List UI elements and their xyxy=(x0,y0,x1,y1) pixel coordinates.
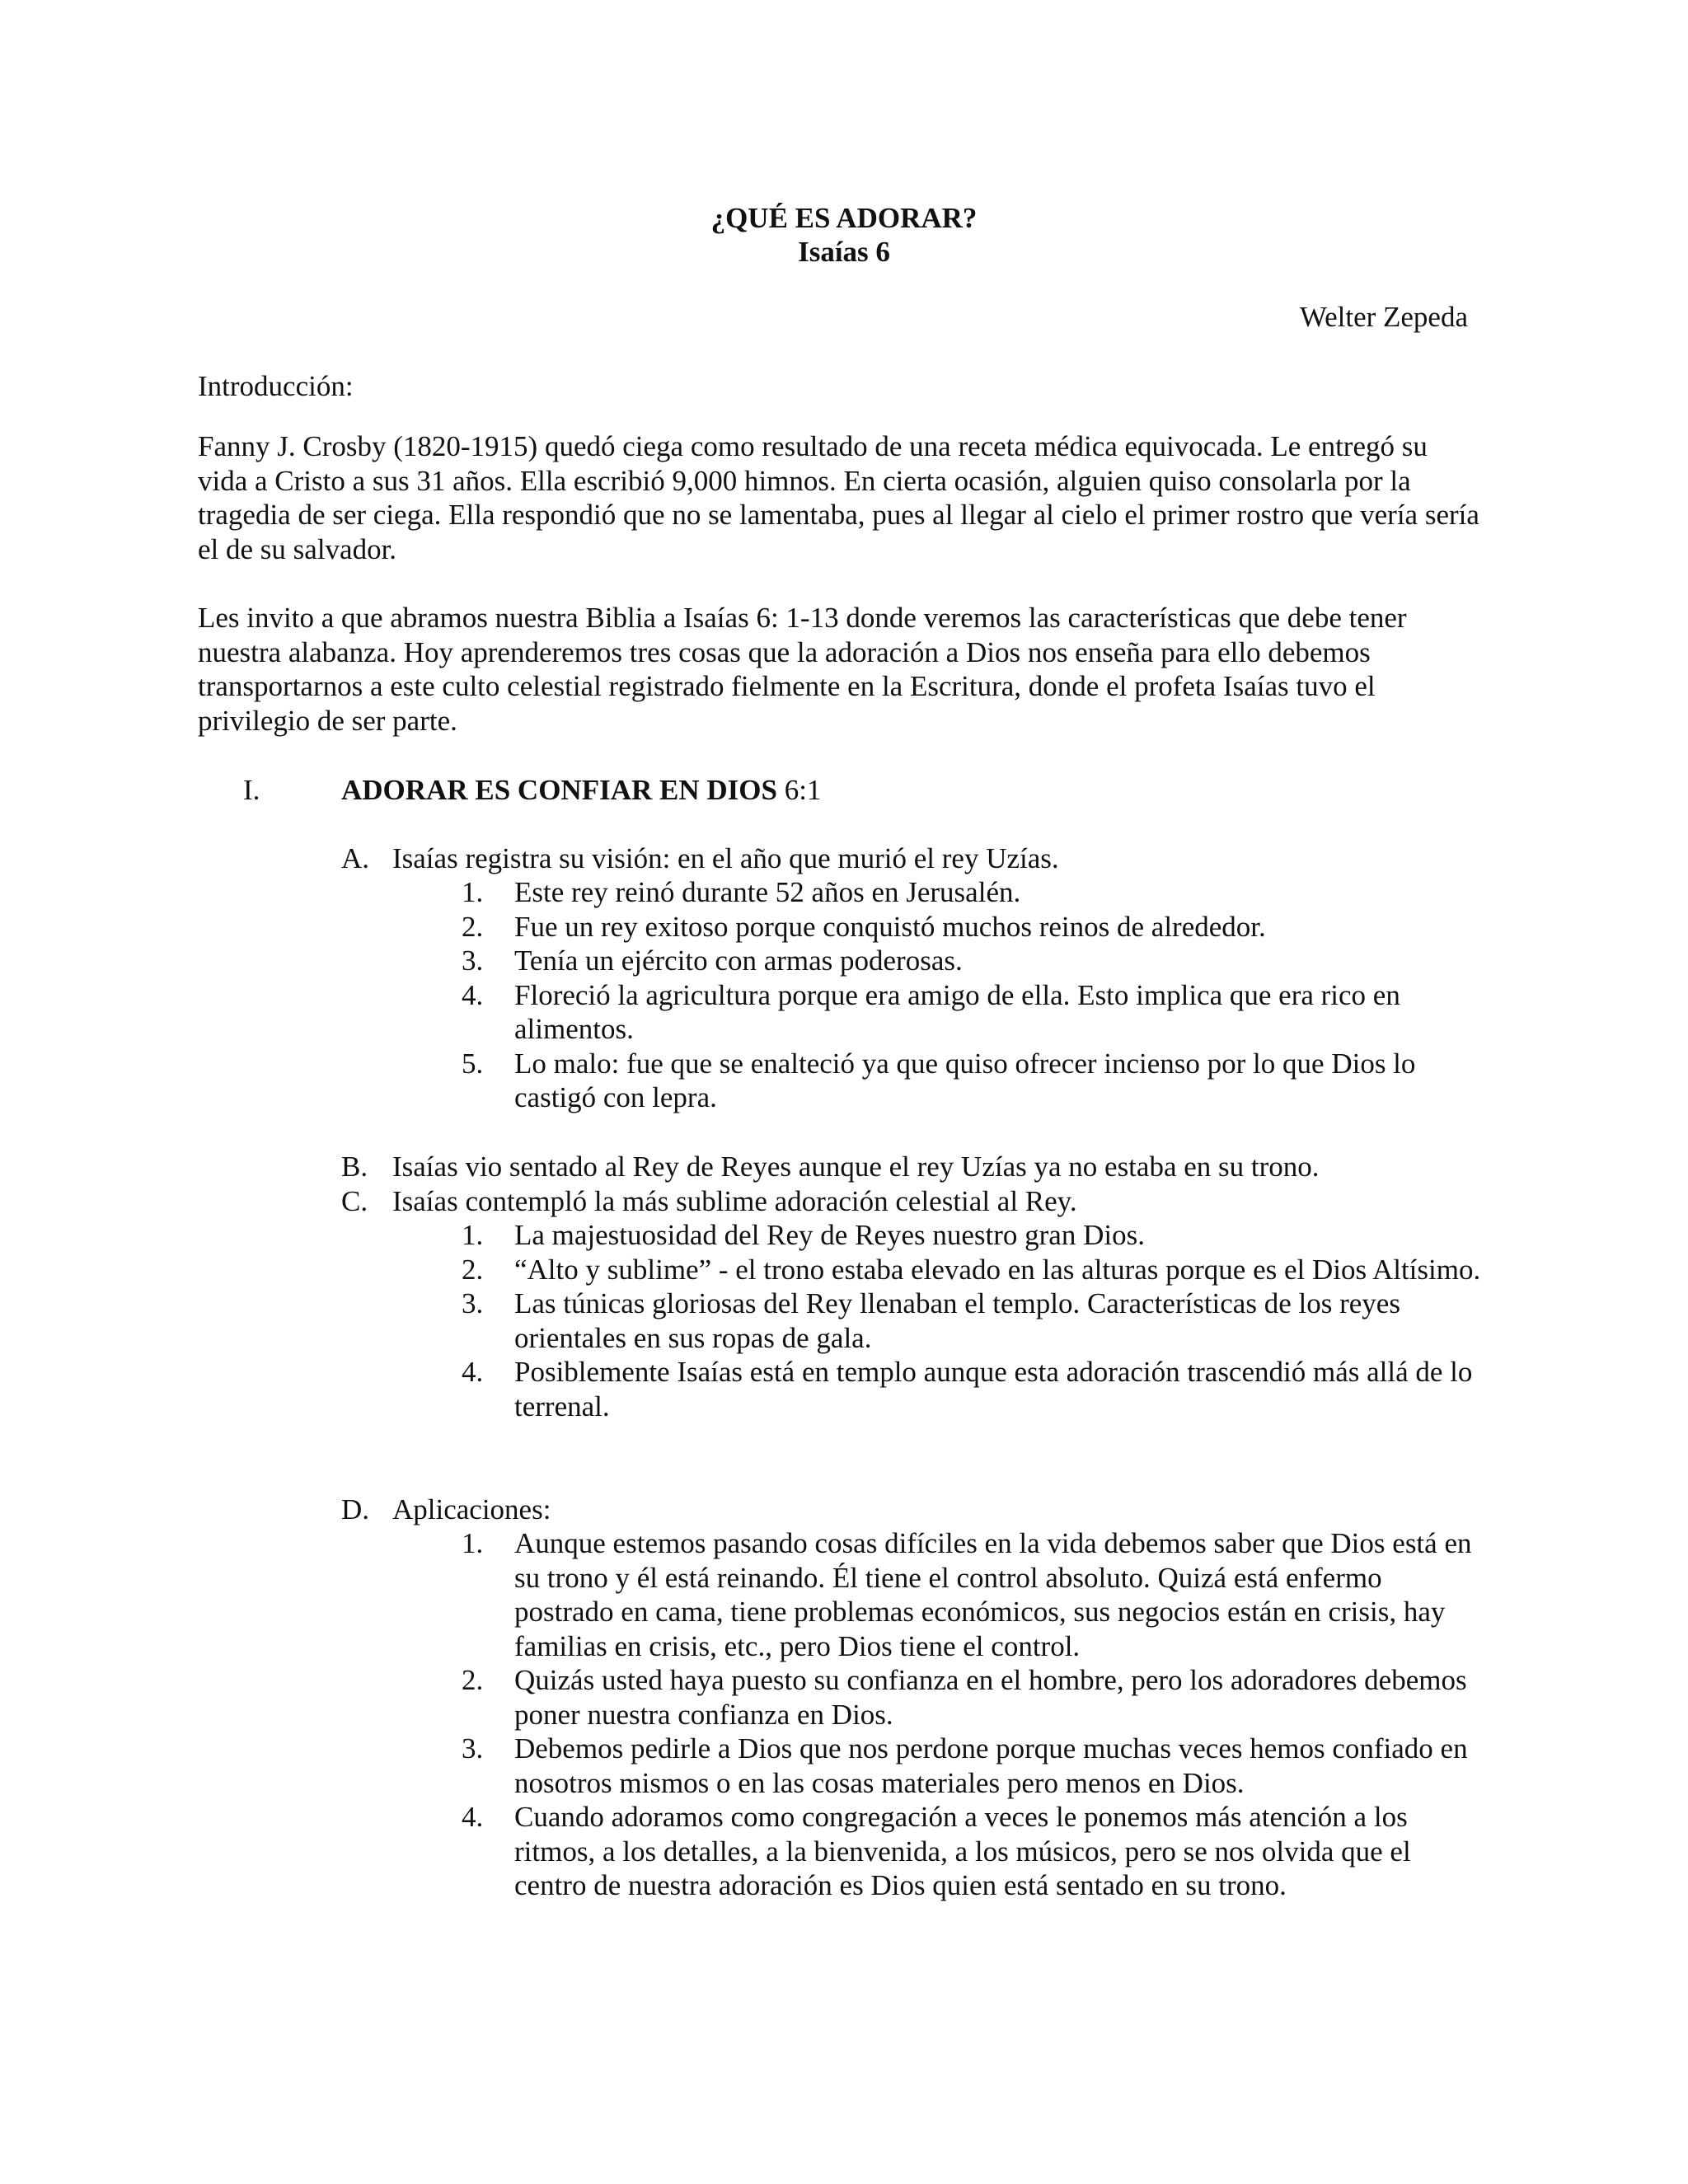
intro-paragraph-1 xyxy=(198,429,1484,566)
list-item xyxy=(462,1218,1488,1253)
list-text: Posiblemente Isaías está en templo aunque esta adoración trascendió más allá de lo terrenal. xyxy=(514,1356,1473,1422)
list-text: Aunque estemos pasando cosas difíciles en la vida debemos saber que Dios está en su trono y él está reinando. Él tiene el control absoluto. Quizá está enfermo postrado en cama, tiene problemas económicos, sus negocios están en crisis, hay familias en crisis, etc., pero Dios tiene el control. xyxy=(514,1527,1472,1662)
list-item xyxy=(462,1800,1488,1903)
section-heading-1 xyxy=(0,773,1688,808)
list-item xyxy=(462,1286,1488,1355)
document-title: ¿QUÉ ES ADORAR? xyxy=(710,202,978,234)
outline-text: Isaías contempló la más sublime adoración celestial al Rey. xyxy=(392,1185,1077,1217)
list-text: “Alto y sublime” - el trono estaba elevado en las alturas porque es el Dios Altísimo. xyxy=(514,1253,1481,1286)
list-text: Lo malo: fue que se enalteció ya que quiso ofrecer incienso por lo que Dios lo castigó con lepra. xyxy=(514,1047,1416,1113)
list-item xyxy=(462,1526,1488,1663)
document-subtitle: Isaías 6 xyxy=(798,236,890,268)
paragraph-text: Les invito a que abramos nuestra Biblia a Isaías 6: 1-13 donde veremos las características que debe tener nuestra alabanza. Hoy aprenderemos tres cosas que la adoración a Dios nos enseña para ello debemos transportarnos a este culto celestial registrado fielmente en la Escritura, donde el profeta Isaías tuvo el privilegio de ser parte. xyxy=(198,602,1407,737)
list-number: 2. xyxy=(462,910,484,943)
sublist-d xyxy=(462,1526,1488,1903)
list-number: 1. xyxy=(462,876,484,908)
list-number: 4. xyxy=(462,1801,484,1833)
list-text: Fue un rey exitoso porque conquistó muchos reinos de alrededor. xyxy=(514,910,1266,943)
list-number: 4. xyxy=(462,1356,484,1388)
list-item xyxy=(462,875,1488,910)
sublist-c xyxy=(462,1218,1488,1423)
author-name: Welter Zepeda xyxy=(1299,301,1468,333)
list-number: 2. xyxy=(462,1253,484,1286)
list-item xyxy=(462,1047,1488,1115)
paragraph-text: Fanny J. Crosby (1820-1915) quedó ciega como resultado de una receta médica equivocada. Le entregó su vida a Cristo a sus 31 años. Ella escribió 9,000 himnos. En cierta ocasión, alguien quiso consolarla por la tragedia de ser ciega. Ella respondió que no se lamentaba, pues al llegar al cielo el primer rostro que vería sería el de su salvador. xyxy=(198,430,1479,565)
list-item xyxy=(462,944,1488,978)
list-number: 1. xyxy=(462,1527,484,1559)
list-item xyxy=(462,1732,1488,1800)
list-number: 3. xyxy=(462,1287,484,1319)
outline-text: Isaías registra su visión: en el año que murió el rey Uzías. xyxy=(392,842,1059,874)
intro-paragraph-2 xyxy=(198,601,1484,738)
list-number: 2. xyxy=(462,1664,484,1696)
list-item xyxy=(462,1253,1488,1287)
outline-text: Isaías vio sentado al Rey de Reyes aunque el rey Uzías ya no estaba en su trono. xyxy=(392,1151,1320,1183)
list-number: 4. xyxy=(462,978,484,1011)
list-text: Debemos pedirle a Dios que nos perdone porque muchas veces hemos confiado en nosotros mismos o en las cosas materiales pero menos en Dios. xyxy=(514,1732,1468,1799)
outline-marker: C. xyxy=(341,1185,368,1217)
list-number: 3. xyxy=(462,1732,484,1765)
list-text: Este rey reinó durante 52 años en Jerusalén. xyxy=(514,876,1021,908)
list-text: La majestuosidad del Rey de Reyes nuestro gran Dios. xyxy=(514,1219,1145,1251)
outline-marker: B. xyxy=(341,1151,368,1183)
list-text: Las túnicas gloriosas del Rey llenaban el templo. Características de los reyes orientales en sus ropas de gala. xyxy=(514,1287,1400,1354)
section-title xyxy=(341,773,821,808)
list-item xyxy=(462,1663,1488,1732)
section-numeral: I. xyxy=(243,774,260,806)
list-number: 3. xyxy=(462,944,484,977)
section-reference: 6:1 xyxy=(776,774,822,806)
list-text: Quizás usted haya puesto su confianza en el hombre, pero los adoradores debemos poner nuestra confianza en Dios. xyxy=(514,1664,1467,1731)
outline-marker: A. xyxy=(341,842,370,874)
list-number: 5. xyxy=(462,1047,484,1080)
list-text: Tenía un ejército con armas poderosas. xyxy=(514,944,963,977)
sublist-a xyxy=(462,875,1488,1115)
intro-heading: Introducción: xyxy=(198,370,354,402)
list-number: 1. xyxy=(462,1219,484,1251)
outline-text: Aplicaciones: xyxy=(392,1493,551,1526)
list-text: Cuando adoramos como congregación a veces le ponemos más atención a los ritmos, a los detalles, a la bienvenida, a los músicos, pero se nos olvida que el centro de nuestra adoración es Dios quien está sentado en su trono. xyxy=(514,1801,1411,1901)
list-text: Floreció la agricultura porque era amigo de ella. Esto implica que era rico en alimentos. xyxy=(514,978,1400,1045)
list-item xyxy=(462,978,1488,1047)
section-title-text: ADORAR ES CONFIAR EN DIOS xyxy=(341,774,777,806)
outline-marker: D. xyxy=(341,1493,370,1526)
list-item xyxy=(462,1355,1488,1423)
list-item xyxy=(462,910,1488,944)
